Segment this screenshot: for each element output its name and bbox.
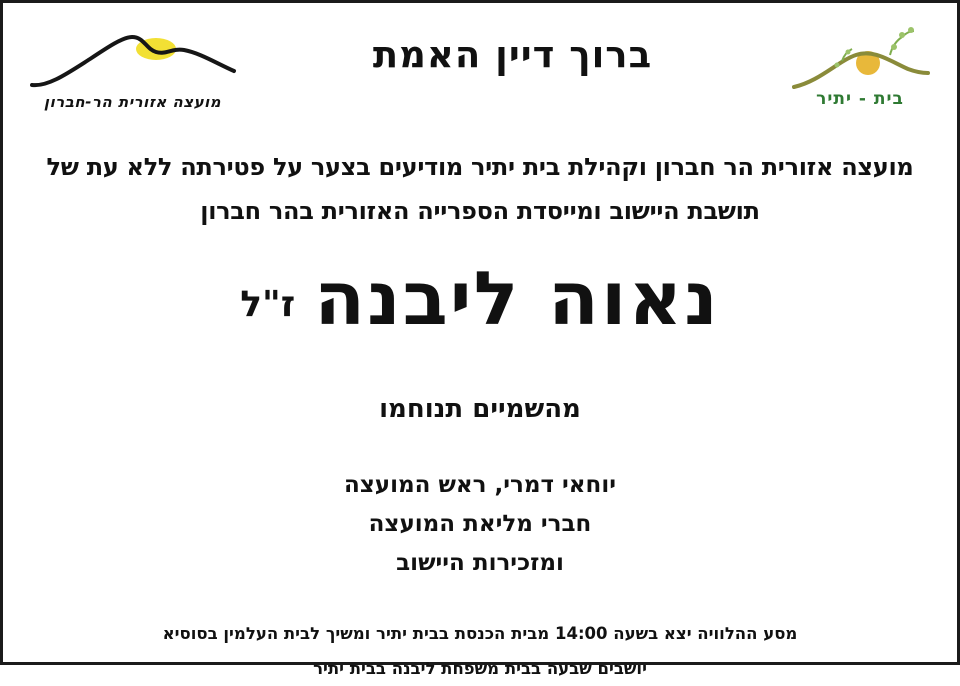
signature-line: ומזכירות היישוב	[396, 549, 564, 576]
signature-line: חברי מליאת המועצה	[368, 510, 592, 537]
funeral-line-2: יושבים שבעה בבית משפחת ליבנה בבית יתיר	[313, 658, 647, 678]
announcement-text	[3, 145, 957, 234]
honorific-zl: ז"ל	[240, 283, 296, 325]
condolence-text: מהשמיים תנוחמו	[379, 393, 581, 424]
beit-yatir-logo	[785, 21, 935, 109]
deceased-name: נאוה ליבנה	[314, 255, 720, 342]
har-hevron-regional-council-logo	[25, 21, 240, 111]
logo-right-caption: בית - יתיר	[816, 89, 904, 109]
logo-left-caption: מועצה אזורית הר-חברון	[43, 93, 222, 111]
funeral-line-1: מסע ההלוויה יצא בשעה 14:00 מבית הכנסת בבית יתיר ומשיך לבית העלמין בסוסיא	[162, 624, 798, 644]
signature-line: יוחאי דמרי, ראש המועצה	[343, 471, 617, 498]
signatures-block	[3, 466, 957, 583]
header	[3, 3, 957, 121]
funeral-details	[3, 617, 957, 686]
page-title: ברוך דיין האמת	[372, 33, 653, 76]
deceased-name-row	[3, 256, 957, 342]
announcement-line-1: מועצה אזורית הר חברון וקהילת בית יתיר מודיעים בצער על פטירתה ללא עת של	[46, 153, 914, 181]
announcement-line-2: תושבת היישוב ומייסדת הספרייה האזורית בהר חברון	[200, 197, 760, 226]
mountain-ridge-icon	[32, 37, 234, 85]
